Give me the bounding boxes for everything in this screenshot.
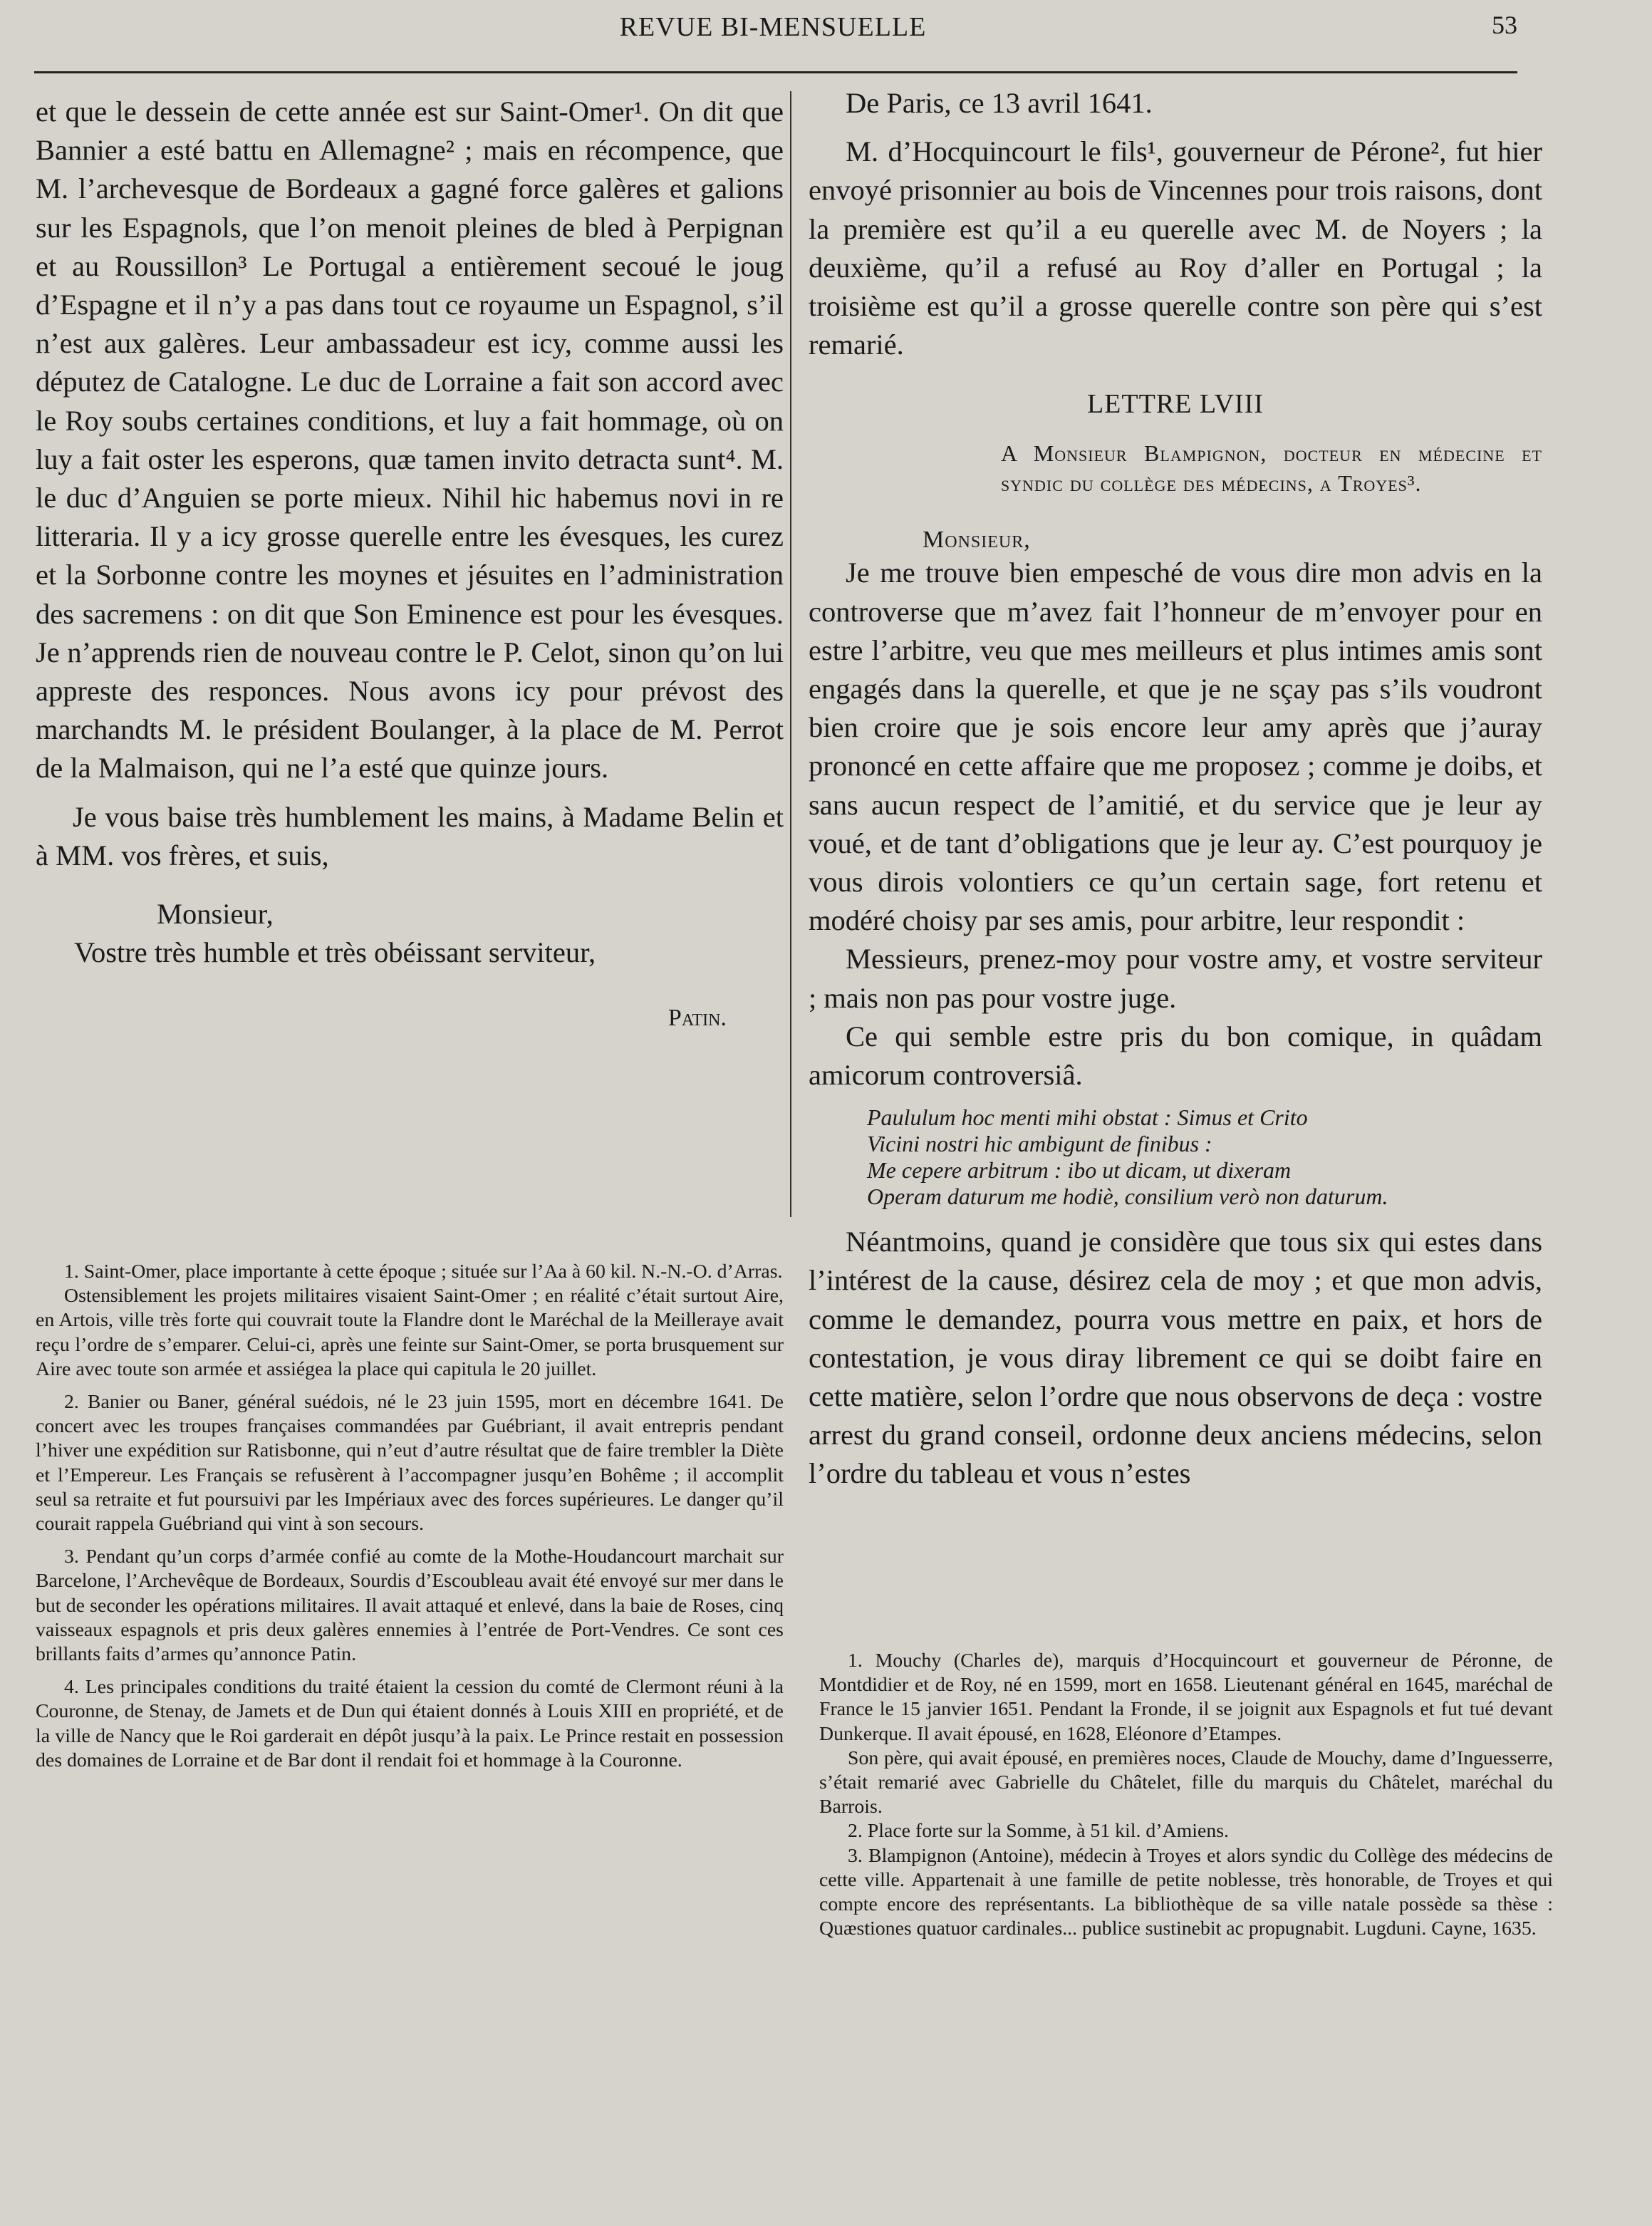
footnotes-left — [36, 1260, 784, 1781]
column-divider — [790, 91, 791, 1217]
footnote: 3. Blampignon (Antoine), médecin à Troyes et alors syndic du Collège des médecins de cette ville. Appartenait à une famille de petite noblesse, très honorable, de Troyes et qui compte encore des représentants. La bibliothèque de sa ville natale possède sa thèse : Quæstiones quatuor cardinales... publice sustinebit ac propugnabit. Lugduni. Cayne, 1635. — [819, 1844, 1553, 1940]
dateline: De Paris, ce 13 avril 1641. — [846, 87, 1153, 119]
verse-line: Operam daturum me hodiè, consilium verò non daturum. — [867, 1184, 1388, 1210]
footnote: 4. Les principales conditions du traité étaient la cession du comté de Clermont réuni à la Couronne, de Stenay, de Jamets et de Dun qui étaient donnés à Louis XIII en propriété, et de la ville de Nancy que le Roi garderait en dépôt jusqu’à la paix. Le Prince restait en possession des domaines de Lorraine et de Bar dont il rendait foi et hommage à la Couronne. — [36, 1676, 784, 1771]
letter-body-paragraph: Ce qui semble estre pris du bon comique, in quâdam amicorum controversiâ. — [809, 1020, 1542, 1092]
header-rule — [34, 71, 1517, 73]
verse-line: Vicini nostri hic ambigunt de finibus : — [867, 1131, 1212, 1157]
letter-body-paragraph: et que le dessein de cette année est sur Saint-Omer¹. On dit que Bannier a esté battu en Allemagne² ; mais en récompence, que M. l’archevesque de Bordeaux a gagné force galères et galions sur les Espagnols, que l’on menoit pleines de bled à Perpignan et au Roussillon³ Le Portugal a entièrement secoué le joug d’Espagne et il n’y a pas dans tout ce royaume un Espagnol, s’il n’est aux galères. Leur ambassadeur est icy, comme aussi les députez de Catalogne. Le duc de Lorraine a fait son accord avec le Roy soubs certaines conditions, et luy a fait hommage, où on luy a fait oster les esperons, quæ tamen invito detracta sunt⁴. M. le duc d’Anguien se porte mieux. Nihil hic habemus novi in re litteraria. Il y a icy grosse querelle entre les évesques, les curez et la Sorbonne contre les moynes et jésuites en l’administration des sacremens : on dit que Son Eminence est pour les évesques. Je n’apprends rien de nouveau contre le P. Celot, sinon qu’on lui appreste des responces. Nous avons icy pour prévost des marchandts M. le président Boulanger, à la place de M. Perrot de la Malmaison, qui ne l’a esté que quinze jours. — [36, 95, 784, 785]
left-column — [36, 93, 784, 1038]
verse-line: Paululum hoc menti mihi obstat : Simus et Crito — [867, 1104, 1308, 1131]
page-number: 53 — [1492, 11, 1517, 39]
right-column — [809, 84, 1542, 1494]
footnote: 1. Mouchy (Charles de), marquis d’Hocquincourt et gouverneur de Péronne, de Montdidier et de Roy, né en 1599, mort en 1658. Lieutenant général en 1645, maréchal de France le 15 janvier 1651. Pendant la Fronde, il se joignit aux Espagnols et fut tué devant Dunkerque. Il avait épousé, en 1628, Eléonore d’Etampes. — [819, 1650, 1553, 1745]
running-title: REVUE BI-MENSUELLE — [619, 12, 927, 42]
verse-line: Me cepere arbitrum : ibo ut dicam, ut dixeram — [867, 1157, 1292, 1184]
letter-body-paragraph: Néantmoins, quand je considère que tous six qui estes dans l’intérest de la cause, désirez cela de moy ; et que mon advis, comme le demandez, pourra vous mettre en paix, et hors de contestation, je vous diray librement ce qui se doibt faire en cette matière, selon l’ordre que nous observons de deça : vostre arrest du grand conseil, ordonne deux anciens médecins, selon l’ordre du tableau et vous n’estes — [809, 1226, 1542, 1490]
footnote: 1. Saint-Omer, place importante à cette époque ; située sur l’Aa à 60 kil. N.-N.-O. d’Arras. — [64, 1260, 783, 1283]
closing-formula: Vostre très humble et très obéissant serviteur, — [74, 936, 596, 969]
footnote: 2. Banier ou Baner, général suédois, né le 23 juin 1595, mort en décembre 1641. De concert avec les troupes françaises commandées par Guébriant, il avait entrepris pendant l’hiver une expédition sur Ratisbonne, qui n’eut d’autre résultat que de faire trembler la Diète et l’Empereur. Les Français se refusèrent à l’accompagner jusqu’en Bohême ; il accomplit seul sa retraite et fut poursuivi par les Impériaux avec des forces supérieures. Le danger qu’il courait rappela Guébriand qui vint à son secours. — [36, 1391, 784, 1536]
footnote: 3. Pendant qu’un corps d’armée confié au comte de la Mothe-Houdancourt marchait sur Barcelone, l’Archevêque de Bordeaux, Sourdis d’Escoubleau avait été envoyé sur mer dans le but de seconder les opérations militaires. Il avait attaqué et enlevé, dans la baie de Roses, cinq vaisseaux espagnols et pris deux galères ennemies à l’entrée de Port-Vendres. Ce sont ces brillants faits d’armes qu’annonce Patin. — [36, 1546, 784, 1666]
closing-salute: Monsieur, — [157, 898, 274, 931]
footnote: Son père, qui avait épousé, en premières noces, Claude de Mouchy, dame d’Inguesserre, s’était remarié avec Gabrielle du Châtelet, fille du marquis du Châtelet, maréchal du Barrois. — [819, 1746, 1553, 1818]
footnotes-right — [819, 1649, 1553, 1950]
latin-verse — [867, 1104, 1542, 1210]
letter-title: LETTRE LVIII — [1086, 389, 1264, 420]
signature: Patin. — [667, 1005, 727, 1032]
footnote: 2. Place forte sur la Somme, à 51 kil. d’Amiens. — [848, 1820, 1229, 1843]
letter-addressee: A Monsieur Blampignon, docteur en médecine et syndic du collège des médecins, a Troyes³. — [1001, 440, 1542, 497]
page-header — [28, 10, 1517, 60]
letter-body-paragraph: Je vous baise très humblement les mains, à Madame Belin et à MM. vos frères, et suis, — [36, 800, 784, 871]
footnote: Ostensiblement les projets militaires visaient Saint-Omer ; en réalité c’était surtout Aire, en Artois, ville très forte qui couvrait toute la Flandre dont le Maréchal de la Meilleraye avait reçu l’ordre de s’emparer. Celui-ci, après une feinte sur Saint-Omer, se porta brusquement sur Aire avec toute son armée et assiégea la place qui capitula le 20 juillet. — [36, 1285, 784, 1380]
letter-body-paragraph: Messieurs, prenez-moy pour vostre amy, et vostre serviteur ; mais non pas pour vostre juge. — [809, 943, 1542, 1014]
postscript-paragraph: M. d’Hocquincourt le fils¹, gouverneur de Pérone², fut hier envoyé prisonnier au bois de Vincennes pour trois raisons, dont la première est qu’il a eu querelle avec M. de Noyers ; la deuxième, qu’il a refusé au Roy d’aller en Portugal ; la troisième est qu’il a grosse querelle contre son père qui s’est remarié. — [809, 135, 1542, 361]
letter-body-paragraph: Je me trouve bien empesché de vous dire mon advis en la controverse que m’avez fait l’honneur de m’envoyer pour en estre l’arbitre, veu que mes meilleurs et plus intimes amis sont engagés dans la querelle, et que je ne sçay pas s’ils voudront bien croire que je sois encore leur amy après que j’auray prononcé en cette affaire que me proposez ; comme je doibs, et sans aucun respect de l’amitié, et du service que je leur ay voué, et de tant d’obligations que je leur ay. C’est pourquoy je vous dirois volontiers ce qu’un certain sage, fort retenu et modéré choisy par ses amis, pour arbitre, leur respondit : — [809, 556, 1542, 937]
letter-salutation: Monsieur, — [923, 527, 1031, 554]
